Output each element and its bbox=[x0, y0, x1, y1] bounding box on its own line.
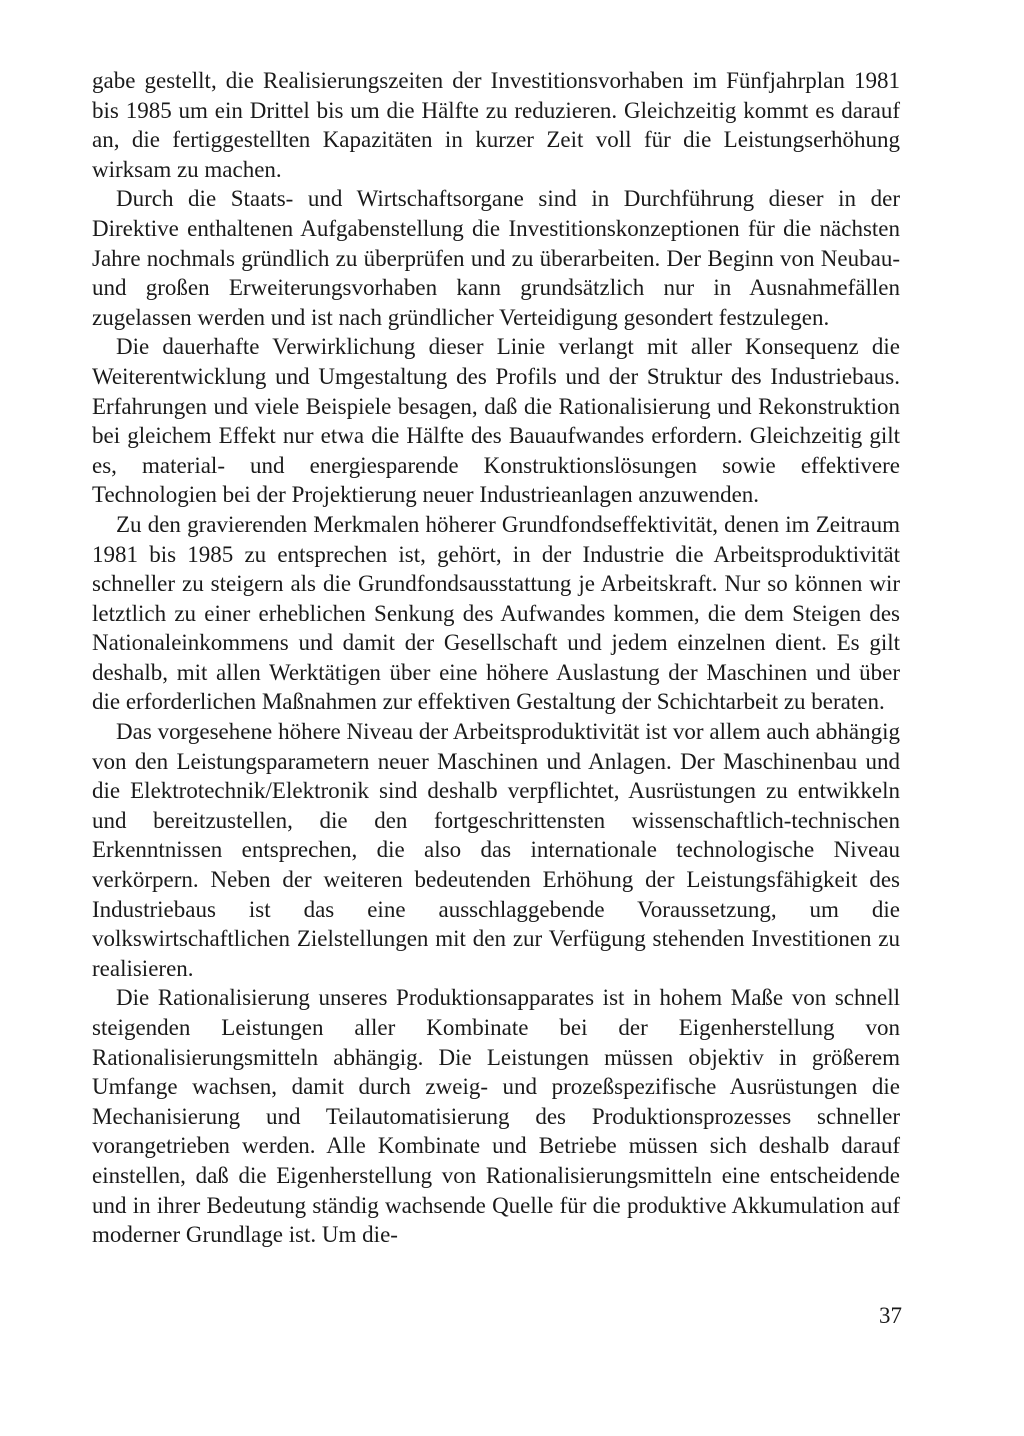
paragraph-6: Die Rationalisierung unseres Produktionsapparates ist in hohem Maße von schnell steigenden Leistungen aller Kombinate bei der Eigenherstellung von Rationalisierungsmitteln abhängig. Die Leistungen müssen objektiv in größerem Umfange wachsen, damit durch zweig- und prozeßspezifische Ausrüstungen die Mechanisierung und Teilautomatisierung des Produktionsprozesses schneller vorangetrieben werden. Alle Kombinate und Betriebe müssen sich deshalb darauf einstellen, daß die Eigenherstellung von Rationalisierungsmitteln eine entscheidende und in ihrer Bedeutung ständig wachsende Quelle für die produktive Akkumulation auf moderner Grundlage ist. Um die- bbox=[92, 985, 900, 1248]
body-text bbox=[92, 66, 900, 1250]
paragraph-4: Zu den gravierenden Merkmalen höherer Grundfondseffektivität, denen im Zeitraum 1981 bis 1985 zu entsprechen ist, gehört, in der Industrie die Arbeitsproduktivität schneller zu steigern als die Grundfondsausstattung je Arbeitskraft. Nur so können wir letztlich zu einer erheblichen Senkung des Aufwandes kommen, die dem Steigen des Nationaleinkommens und damit der Gesellschaft und jedem einzelnen dient. Es gilt deshalb, mit allen Werktätigen über eine höhere Auslastung der Maschinen und über die erforderlichen Maßnahmen zur effektiven Gestaltung der Schichtarbeit zu beraten. bbox=[92, 511, 900, 715]
paragraph-1: gabe gestellt, die Realisierungszeiten der Investitionsvorhaben im Fünfjahrplan 1981 bis 1985 um ein Drittel bis um die Hälfte zu reduzieren. Gleichzeitig kommt es darauf an, die fertiggestellten Kapazitäten in kurzer Zeit voll für die Leistungserhöhung wirksam zu machen. bbox=[92, 68, 900, 182]
paragraph-2: Durch die Staats- und Wirtschaftsorgane sind in Durchführung dieser in der Direktive enthaltenen Aufgabenstellung die Investitionskonzeptionen für die nächsten Jahre nochmals gründlich zu überprüfen und zu überarbeiten. Der Beginn von Neubau- und großen Erweiterungsvorhaben kann grundsätzlich nur in Ausnahmefällen zugelassen werden und ist nach gründlicher Verteidigung gesondert festzulegen. bbox=[92, 186, 900, 330]
page-number: 37 bbox=[879, 1303, 902, 1328]
paragraph-5: Das vorgesehene höhere Niveau der Arbeitsproduktivität ist vor allem auch abhängig von den Leistungsparametern neuer Maschinen und Anlagen. Der Maschinenbau und die Elektrotechnik/Elektronik sind deshalb verpflichtet, Ausrüstungen zu entwikkeln und bereitzustellen, die den fortgeschrittensten wissenschaftlich-technischen Erkenntnissen entsprechen, die also das internationale technologische Niveau verkörpern. Neben der weiteren bedeutenden Erhöhung der Leistungsfähigkeit des Industriebaus ist das eine ausschlaggebende Voraussetzung, um die volkswirtschaftlichen Zielstellungen mit den zur Verfügung stehenden Investitionen zu realisieren. bbox=[92, 719, 900, 981]
paragraph-3: Die dauerhafte Verwirklichung dieser Linie verlangt mit aller Konsequenz die Weiterentwicklung und Umgestaltung des Profils und der Struktur des Industriebaus. Erfahrungen und viele Beispiele besagen, daß die Rationalisierung und Rekonstruktion bei gleichem Effekt nur etwa die Hälfte des Bauaufwandes erfordern. Gleichzeitig gilt es, material- und energiesparende Konstruktionslösungen sowie effektivere Technologien bei der Projektierung neuer Industrieanlagen anzuwenden. bbox=[92, 334, 900, 508]
